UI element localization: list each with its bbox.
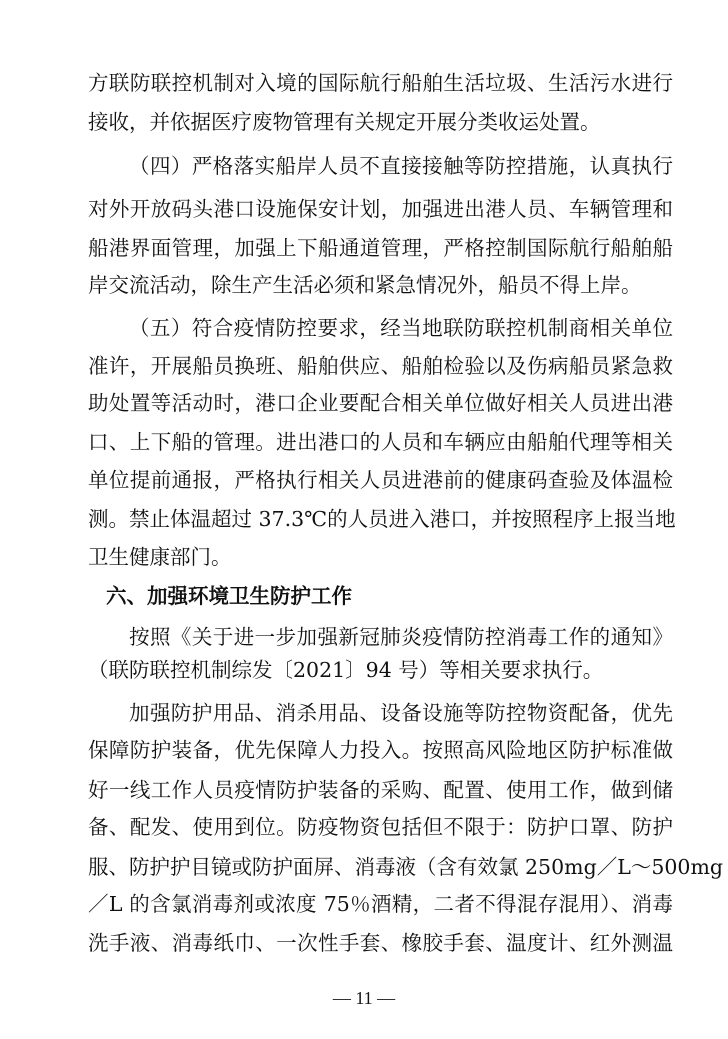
text-line: 准许，开展船员换班、船舶供应、船舶检验以及伤病船员紧急救: [88, 354, 673, 378]
text-line: 备、配发、使用到位。防疫物资包括但不限于：防护口罩、防护: [88, 815, 673, 839]
text-line: 口、上下船的管理。进出港口的人员和车辆应由船舶代理等相关: [88, 430, 673, 454]
text-line: （联防联控机制综发〔2021〕94 号）等相关要求执行。: [88, 658, 604, 682]
text-line: 单位提前通报，严格执行相关人员进港前的健康码查验及体温检: [88, 468, 673, 492]
page-number: — 11 —: [332, 988, 396, 1008]
text-line: 助处置等活动时，港口企业要配合相关单位做好相关人员进出港: [88, 391, 673, 415]
text-line: 对外开放码头港口设施保安计划，加强进出港人员、车辆管理和: [88, 197, 673, 221]
text-line: 按照《关于进一步加强新冠肺炎疫情防控消毒工作的通知》: [129, 625, 673, 649]
text-line: 服、防护护目镜或防护面屏、消毒液（含有效氯 250mg／L～500mg: [88, 855, 724, 879]
text-line: 加强防护用品、消杀用品、设备设施等防控物资配备，优先: [129, 701, 673, 725]
text-line: 接收，并依据医疗废物管理有关规定开展分类收运处置。: [88, 110, 601, 134]
text-line: （五）符合疫情防控要求，经当地联防联控机制商相关单位: [129, 316, 673, 340]
text-line: 船港界面管理，加强上下船通道管理，严格控制国际航行船舶船: [88, 236, 673, 260]
section-heading: 六、加强环境卫生防护工作: [106, 584, 352, 608]
text-line: 卫生健康部门。: [88, 545, 232, 569]
text-line: 洗手液、消毒纸巾、一次性手套、橡胶手套、温度计、红外测温: [88, 931, 673, 955]
text-line: ／L 的含氯消毒剂或浓度 75％酒精，二者不得混存混用）、消毒: [88, 892, 673, 916]
text-line: 岸交流活动，除生产生活必须和紧急情况外，船员不得上岸。: [88, 273, 642, 297]
text-line: 好一线工作人员疫情防护装备的采购、配置、使用工作，做到储: [88, 778, 673, 802]
text-line: 保障防护装备，优先保障人力投入。按照高风险地区防护标准做: [88, 738, 673, 762]
text-line: 方联防联控机制对入境的国际航行船舶生活垃圾、生活污水进行: [88, 71, 673, 95]
text-line: 测。禁止体温超过 37.3℃的人员进入港口，并按照程序上报当地: [88, 507, 676, 531]
text-line: （四）严格落实船岸人员不直接接触等防控措施，认真执行: [129, 154, 673, 178]
